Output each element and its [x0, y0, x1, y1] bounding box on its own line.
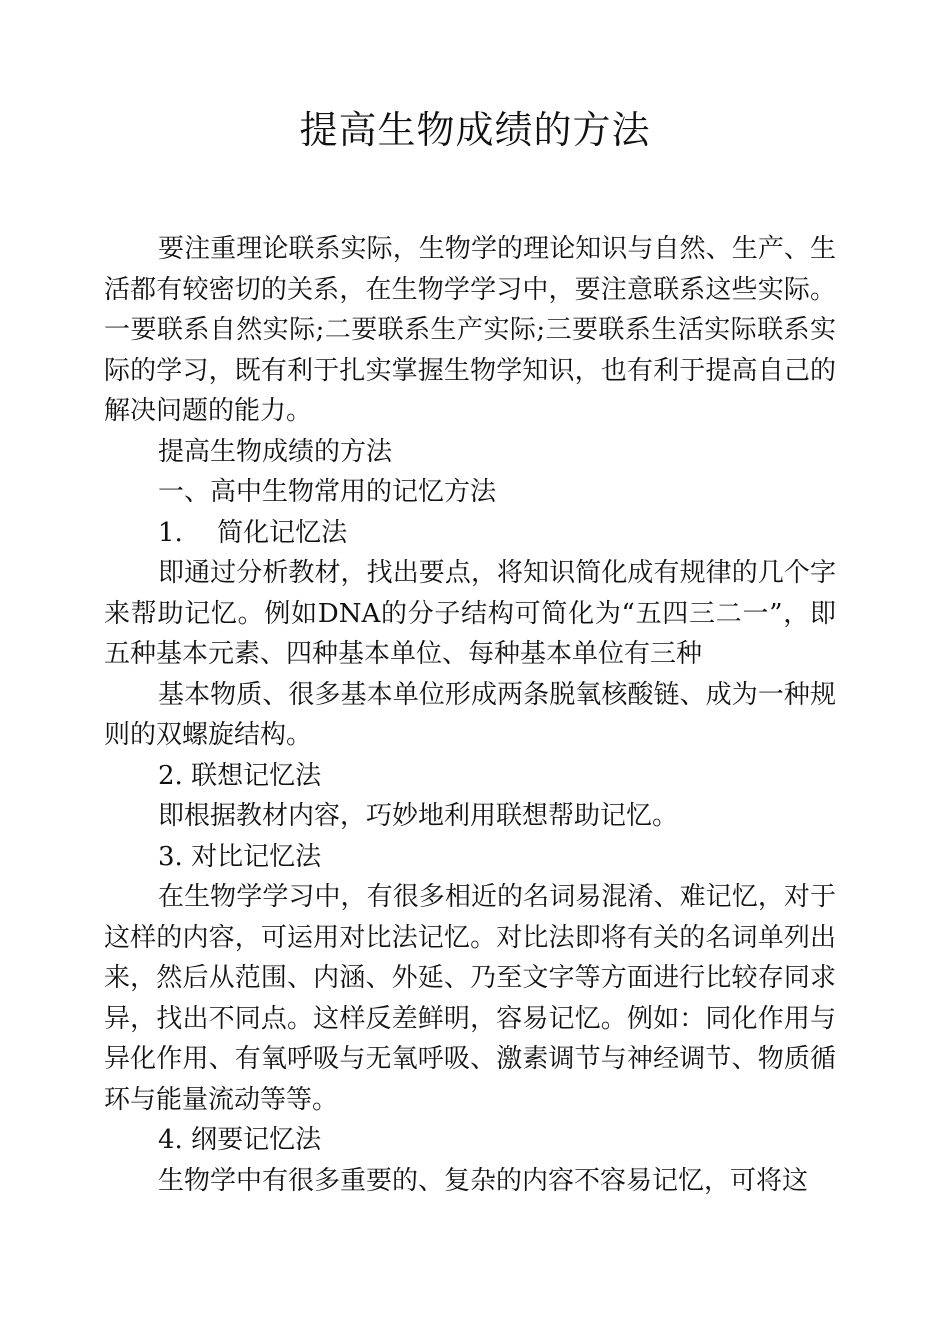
document-title: 提高生物成绩的方法	[299, 108, 651, 152]
section-heading: 提高生物成绩的方法	[158, 436, 393, 467]
subsection-heading: 3. 对比记忆法	[158, 841, 322, 872]
paragraph: 即通过分析教材，找出要点，将知识简化成有规律的几个字来帮助记忆。例如DNA的分子结构可简化为“五四三二一”，即五种基本元素、四种基本单位、每种基本单位有三种	[104, 558, 836, 669]
subsection-heading: 4. 纲要记忆法	[158, 1125, 322, 1155]
paragraph: 生物学中有很多重要的、复杂的内容不容易记忆，可将这	[158, 1165, 809, 1196]
subsection-heading: 2. 联想记忆法	[158, 760, 322, 791]
paragraph: 要注重理论联系实际，生物学的理论知识与自然、生产、生活都有较密切的关系，在生物学学习中，要注意联系这些实际。一要联系自然实际;二要联系生产实际;三要联系生活实际联系实际的学习，既有利于扎实掌握生物学知识，也有利于提高自己的解决问题的能力。	[104, 234, 836, 426]
section-heading: 一、高中生物常用的记忆方法	[158, 477, 497, 507]
subsection-heading: 1. 简化记忆法	[158, 517, 348, 548]
paragraph: 在生物学学习中，有很多相近的名词易混淆、难记忆，对于这样的内容，可运用对比法记忆。对比法即将有关的名词单列出来，然后从范围、内涵、外延、乃至文字等方面进行比较存同求异，找出不同点。这样反差鲜明，容易记忆。例如：同化作用与异化作用、有氧呼吸与无氧呼吸、激素调节与神经调节、物质循环与能量流动等等。	[104, 882, 836, 1115]
paragraph: 即根据教材内容，巧妙地利用联想帮助记忆。	[158, 801, 679, 831]
paragraph: 基本物质、很多基本单位形成两条脱氧核酸链、成为一种规则的双螺旋结构。	[104, 679, 836, 750]
document-body	[104, 229, 836, 1201]
